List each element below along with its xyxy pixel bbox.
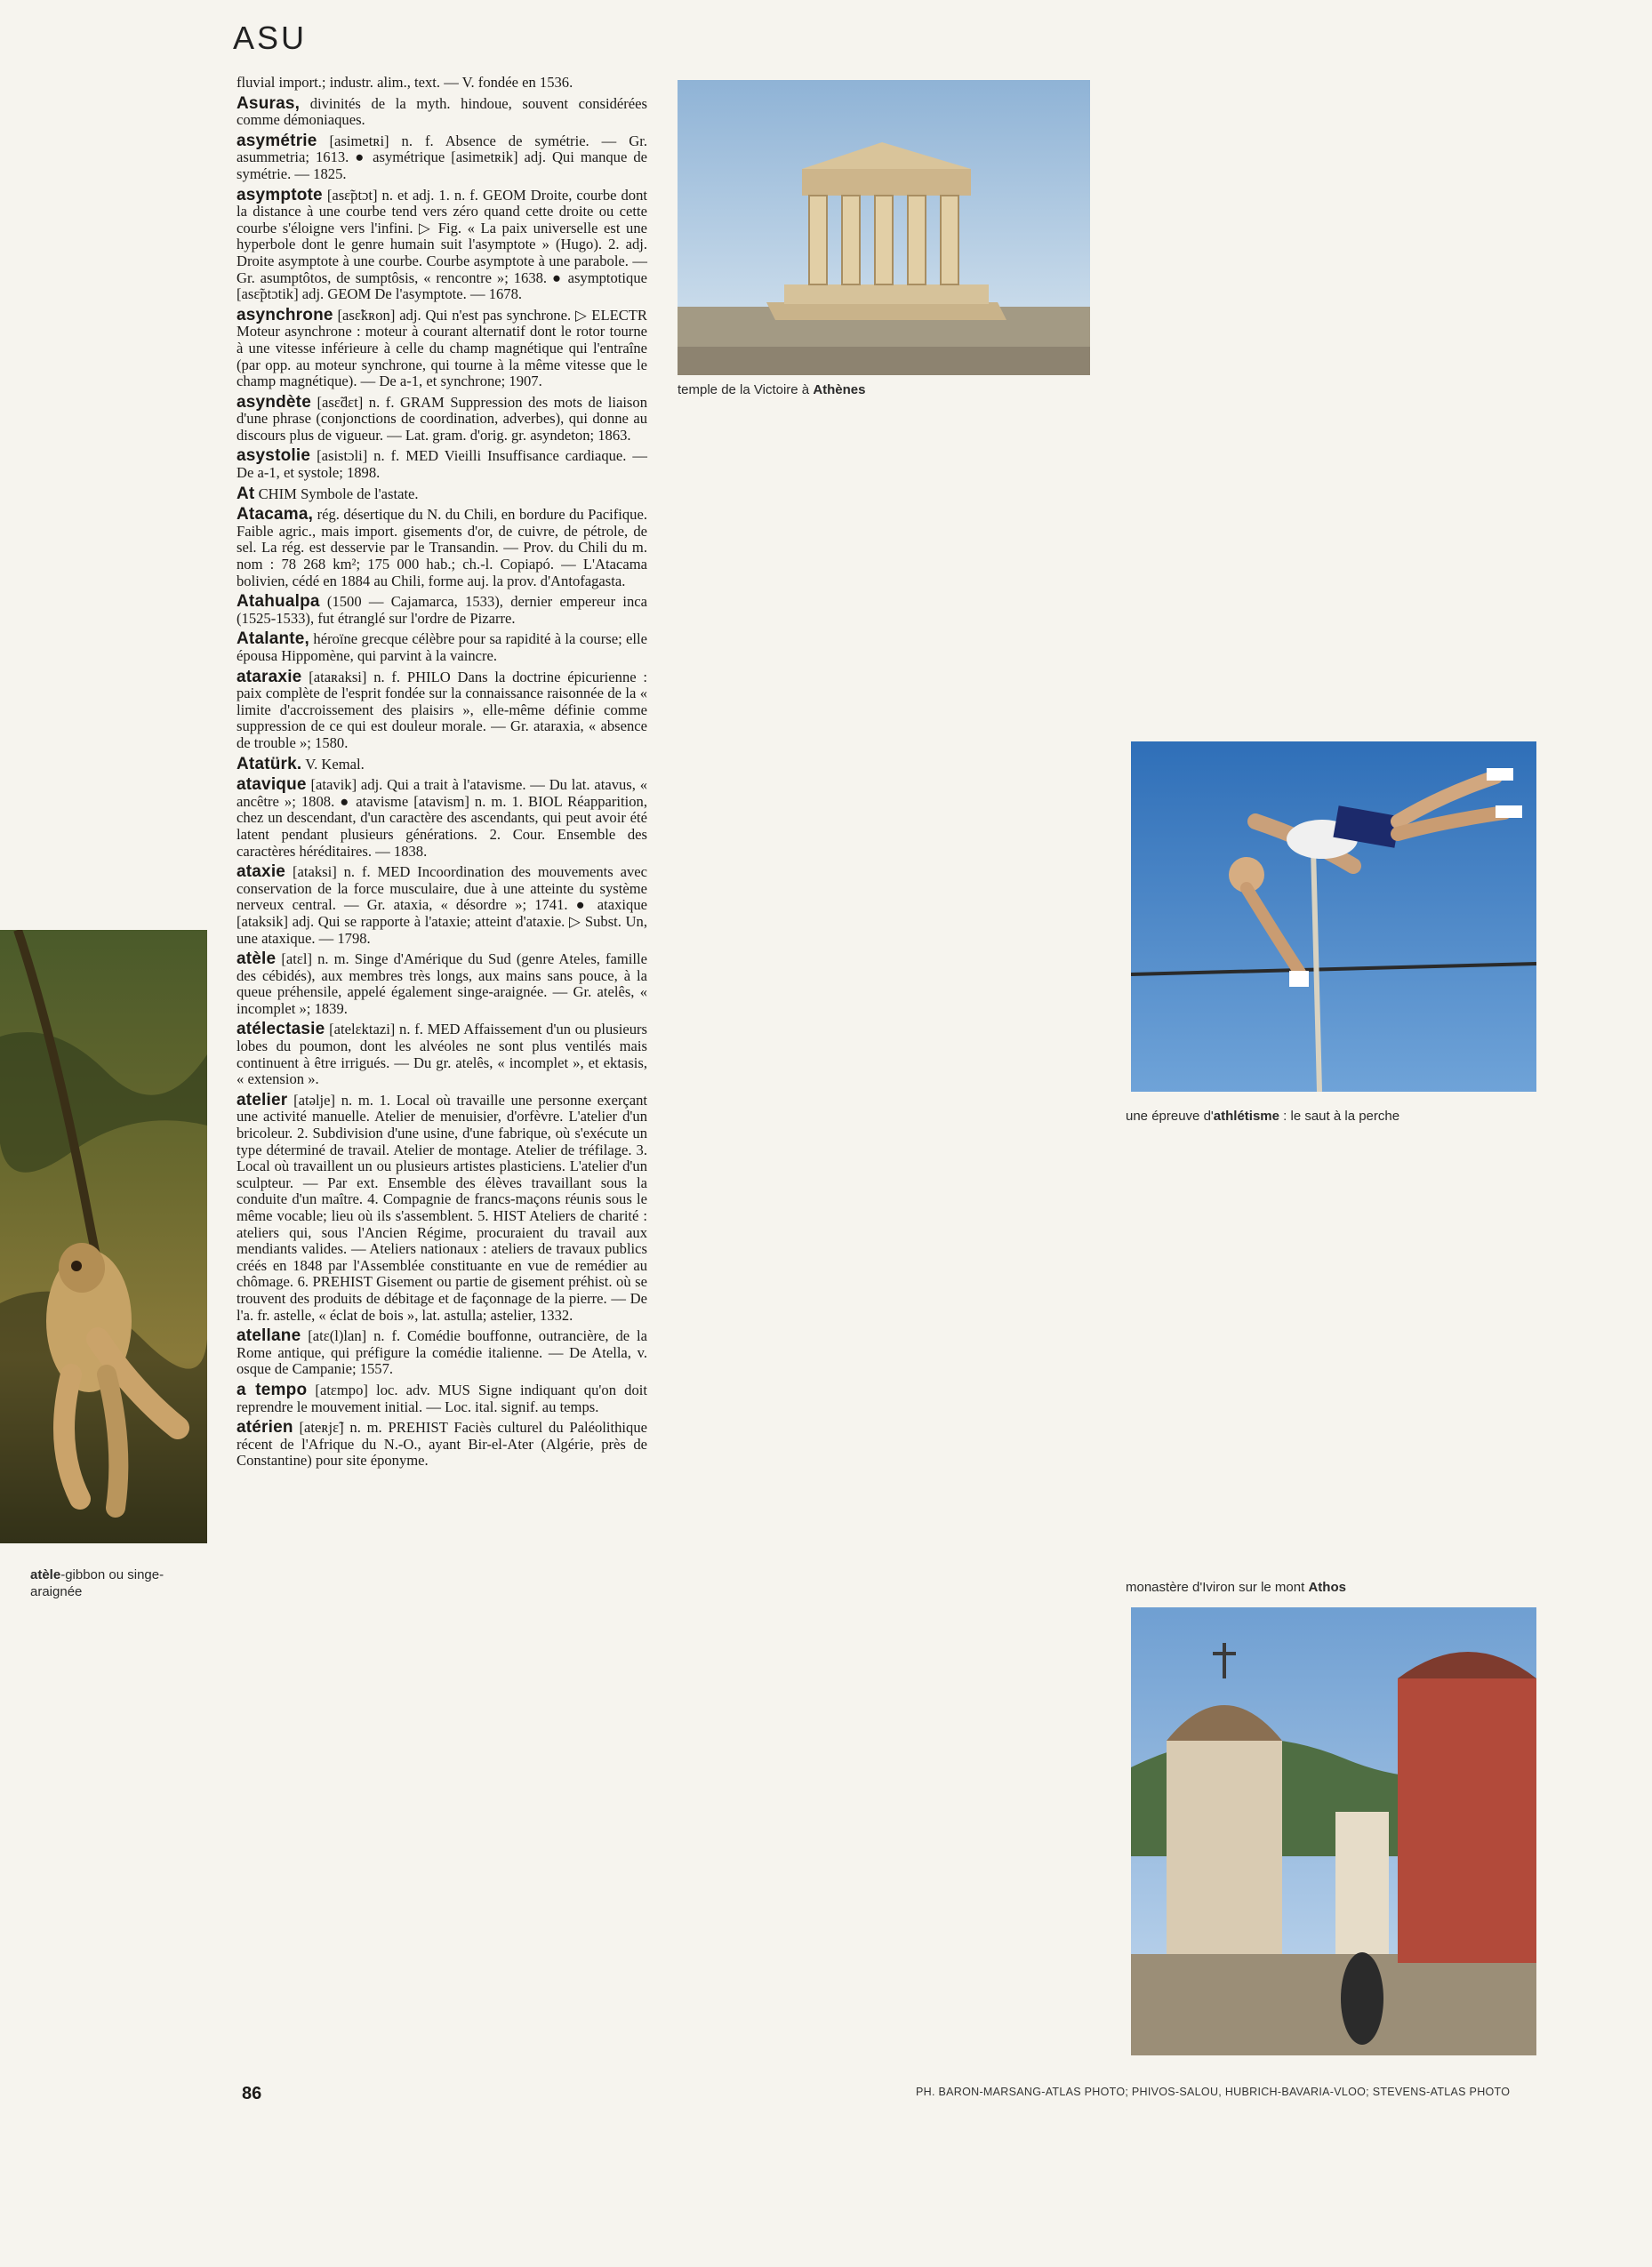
entry-definition: [asɛ̃dɛt] n. f. GRAM Suppression des mots de liaison d'une phrase (conjonctions de coordination, adverbes), qui donne au discours plus de vigueur. — Lat. gram. d'orig. gr. asyndeton; 1863. — [237, 393, 647, 444]
entry-definition: [ataʀaksi] n. f. PHILO Dans la doctrine épicurienne : paix complète de l'esprit fondée sur la connaissance raisonnée de la « limite d'accroissement des plaisirs », elle-même définie comme suppression de ce qui est douleur morale. — Gr. ataraxia, « absence de trouble »; 1580. — [237, 668, 647, 751]
gibbon-caption — [30, 1566, 208, 1600]
caption-text: temple de la Victoire à — [678, 382, 814, 397]
dictionary-entry — [237, 507, 647, 589]
entry-headword: asymptote — [237, 185, 323, 204]
dictionary-entry — [237, 631, 647, 664]
entry-definition: [atavik] adj. Qui a trait à l'atavisme. — Du lat. atavus, « ancêtre »; 1808. ● atavisme [atavism] n. m. 1. BIOL Réapparition, chez un descendant, d'un caractère des ascendants, qui peut avoir été latent pendant plusieurs générations. 2. Cour. Ensemble des caractères héréditaires. — 1838. — [237, 776, 647, 860]
dictionary-entry — [237, 1328, 647, 1378]
entry-headword: atélectasie — [237, 1020, 325, 1039]
running-head: ASU — [233, 20, 308, 56]
entry-headword: At — [237, 484, 255, 503]
page-number: 86 — [242, 2084, 262, 2103]
entry-definition: [atelɛktazi] n. f. MED Affaissement d'un ou plusieurs lobes du poumon, dont les alvéoles ne sont plus ventilés mais continuent à être irrigués. — Du gr. atelês, « incomplet », et ektasis, « extension ». — [237, 1021, 647, 1088]
entry-definition: CHIM Symbole de l'astate. — [254, 485, 419, 502]
temple-illustration — [678, 80, 1090, 375]
dictionary-entry — [237, 392, 647, 445]
entry-definition: [ateʀjɛ̃] n. m. PREHIST Faciès culturel du Paléolithique récent de l'Afrique du N.-O., ayant Bir-el-Ater (Algérie, près de Constantine) pour site éponyme. — [237, 1419, 647, 1470]
gibbon-illustration — [0, 930, 207, 1543]
entry-headword: atavique — [237, 775, 307, 795]
caption-text: monastère d'Iviron sur le mont — [1126, 1580, 1309, 1595]
column-2 — [678, 75, 1090, 412]
dictionary-entry — [237, 669, 647, 752]
caption-text-suffix: : le saut à la perche — [1279, 1109, 1400, 1124]
entry-definition: [asɛ̃kʀon] adj. Qui n'est pas synchrone. ▷ ELECTR Moteur asynchrone : moteur à courant alternatif dont le rotor tourne à une vitesse inférieure à celle du champ magnétique qui l'entraîne (par opp. au moteur synchrone, qui tourne à la même vitesse que le champ magnétique). — De a-1, et synchrone; 1907. — [237, 306, 647, 390]
entry-headword: atelier — [237, 1090, 288, 1109]
entry-definition: (1500 — Cajamarca, 1533), dernier empereur inca (1525-1533), fut étranglé sur l'ordre de Pizarre. — [237, 593, 647, 627]
entry-definition: [asistɔli] n. f. MED Vieilli Insuffisance cardiaque. — De a-1, et systole; 1898. — [237, 447, 647, 482]
entry-definition: V. Kemal. — [301, 755, 365, 773]
athos-photo — [1131, 1607, 1536, 2055]
entry-definition: [atɛ(l)lan] n. f. Comédie bouffonne, outrancière, de la Rome antique, qui préfigure la comédie italienne. — De Atella, v. osque de Campanie; 1557. — [237, 1327, 647, 1378]
entry-headword: atérien — [237, 1418, 293, 1438]
gibbon-photo — [0, 930, 207, 1543]
dictionary-entry — [237, 951, 647, 1017]
caption-headword: Athos — [1308, 1580, 1346, 1595]
monastery-illustration — [1131, 1607, 1536, 2055]
athens-photo — [678, 80, 1090, 375]
entry-definition: [atəlje] n. m. 1. Local où travaille une personne exerçant une activité manuelle. Atelier de menuisier, d'orfèvre. L'atelier d'un bricoleur. 2. Subdivision d'une usine, d'une fabrique, où s'exécute un type déterminé de travail. Atelier de montage. Atelier de tréfilage. 3. Local où travaillent un ou plusieurs artistes plasticiens. L'atelier d'un sculpteur. — Par ext. Ensemble des élèves travaillant sous la conduite d'un maître. 4. Compagnie de francs-maçons réunis sous le même vocable; lieu où ils s'assemblent. 5. HIST Ateliers de charité : ateliers qui, sous l'Ancien Régime, procuraient du travail aux mendiants valides. — Ateliers nationaux : ateliers de travaux publics créés en 1848 par l'Assemblée constituante en vue de remédier au chômage. 6. PREHIST Gisement ou partie de gisement préhist. où se trouvent des produits de débitage et de façonnage de la pierre. — De l'a. fr. astelle, « éclat de bois », lat. astulla; astelier, 1332. — [237, 1091, 647, 1324]
entry-headword: Atacama, — [237, 505, 314, 525]
entry-headword: asystolie — [237, 446, 311, 466]
caption-text: une épreuve d' — [1126, 1109, 1214, 1124]
entry-headword: ataraxie — [237, 667, 302, 686]
entry-headword: ataxie — [237, 862, 286, 882]
caption-headword: athlétisme — [1213, 1109, 1279, 1124]
athens-caption — [678, 382, 1090, 399]
entry-headword: Atatürk. — [237, 754, 302, 773]
entry-definition: [asimetʀi] n. f. Absence de symétrie. — Gr. asummetria; 1613. ● asymétrique [asimetʀik] adj. Qui manque de symétrie. — 1825. — [237, 132, 647, 182]
entry-headword: Asuras, — [237, 93, 301, 113]
dictionary-entry — [237, 1382, 647, 1415]
dictionary-entry — [237, 1420, 647, 1470]
athos-caption — [1126, 1579, 1544, 1596]
dictionary-entry — [237, 777, 647, 860]
dictionary-entry — [237, 1021, 647, 1087]
athlete-caption — [1126, 1108, 1544, 1125]
entry-headword: Atahualpa — [237, 592, 320, 612]
dictionary-entry — [237, 594, 647, 627]
pole-vault-illustration — [1131, 741, 1536, 1092]
entry-headword: a tempo — [237, 1380, 308, 1399]
dictionary-entry — [237, 486, 647, 503]
athlete-photo — [1131, 741, 1536, 1092]
entry-headword: asyndète — [237, 392, 311, 412]
dictionary-entry — [237, 754, 647, 773]
dictionary-entry — [237, 185, 647, 303]
entry-headword: asymétrie — [237, 131, 317, 150]
entry-headword: asynchrone — [237, 305, 333, 324]
entry-definition: divinités de la myth. hindoue, souvent considérées comme démoniaques. — [237, 94, 647, 129]
caption-text: -gibbon ou singe-araignée — [30, 1567, 164, 1599]
dictionary-entry — [237, 448, 647, 481]
dictionary-entry — [237, 75, 647, 92]
entry-definition: héroïne grecque célèbre pour sa rapidité à la course; elle épousa Hippomène, qui parvint à la vaincre. — [237, 630, 647, 664]
entry-definition: [atɛmpo] loc. adv. MUS Signe indiquant qu'on doit reprendre le mouvement initial. — Loc. ital. signif. au temps. — [237, 1381, 647, 1415]
entry-definition: [ataksi] n. f. MED Incoordination des mouvements avec conservation de la force musculaire, due à une atteinte du système nerveux central. — Gr. ataxia, « désordre »; 1741. ● ataxique [ataksik] adj. Qui se rapporte à l'ataxie; atteint d'ataxie. ▷ Subst. Un, une ataxique. — 1798. — [237, 863, 647, 947]
dictionary-entry — [237, 864, 647, 947]
entry-definition: [atɛl] n. m. Singe d'Amérique du Sud (genre Ateles, famille des cébidés), aux membres très longs, aux mains sans pouce, à la queue préhensile, appelé également singe-araignée. — Gr. atelês, « incomplet »; 1839. — [237, 950, 647, 1017]
column-1 — [237, 75, 647, 1474]
dictionary-entry — [237, 93, 647, 129]
dictionary-entry — [237, 305, 647, 390]
entry-headword: Atalante, — [237, 629, 310, 649]
caption-headword: Athènes — [813, 382, 866, 397]
entry-definition: [asɛ̃ptɔt] n. et adj. 1. n. f. GEOM Droite, courbe dont la distance à une courbe tend vers zéro quand cette droite ou cette courbe s'éloigne vers l'infini. ▷ Fig. « La paix universelle est une hyperbole dont le genre humain suit l'asymptote » (Hugo). 2. adj. Droite asymptote à une courbe. Courbe asymptote à une parabole. — Gr. asumptôtos, de sumptôsis, « rencontre »; 1638. ● asymptotique [asɛ̃ptɔtik] adj. GEOM De l'asymptote. — 1678. — [237, 186, 647, 303]
entry-headword: atellane — [237, 1326, 301, 1346]
entry-headword: atèle — [237, 949, 277, 969]
dictionary-entry — [237, 1090, 647, 1324]
photo-credits: PH. BARON-MARSANG-ATLAS PHOTO; PHIVOS-SALOU, HUBRICH-BAVARIA-VLOO; STEVENS-ATLAS PHOTO — [916, 2086, 1511, 2098]
entry-definition: rég. désertique du N. du Chili, en bordure du Pacifique. Faible agric., mais import. gisements d'or, de cuivre, de pétrole, de sel. La rég. est desservie par le Transandin. — Prov. du Chili du m. nom : 78 268 km²; 175 000 hab.; ch.-l. Copiapó. — L'Atacama bolivien, cédé en 1884 au Chili, forme auj. la prov. d'Antofagasta. — [237, 506, 647, 589]
dictionary-entry — [237, 133, 647, 183]
entry-definition: fluvial import.; industr. alim., text. — V. fondée en 1536. — [237, 74, 573, 91]
caption-headword: atèle — [30, 1567, 61, 1582]
